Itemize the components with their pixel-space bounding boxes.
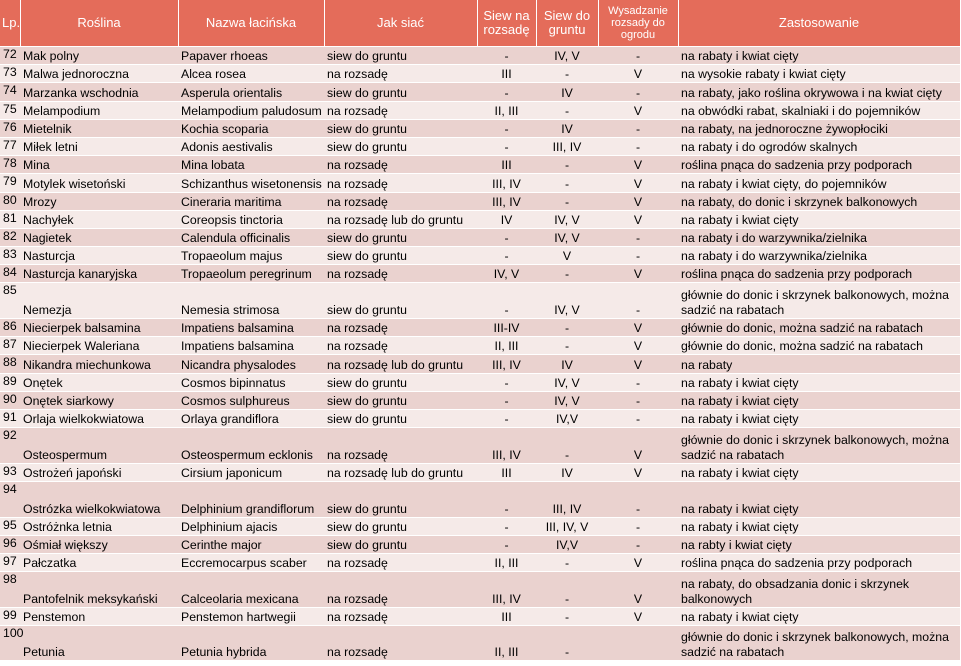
table-row — [0, 137, 960, 155]
cell-siew-na-rozsade: II, III — [477, 101, 536, 119]
cell-wysadzanie: - — [598, 409, 678, 427]
cell-zastosowanie: na rabty i kwiat cięty — [678, 535, 960, 553]
cell-siew-na-rozsade: - — [477, 283, 536, 319]
cell-wysadzanie: - — [598, 247, 678, 265]
cell-roslina: Penstemon — [20, 607, 178, 625]
cell-nazwa-lacinska: Penstemon hartwegii — [178, 607, 324, 625]
cell-roslina: Onętek siarkowy — [20, 391, 178, 409]
cell-wysadzanie: V — [598, 463, 678, 481]
cell-nazwa-lacinska: Cosmos sulphureus — [178, 391, 324, 409]
header-lp: Lp. — [0, 0, 20, 47]
cell-siew-do-gruntu: - — [536, 572, 598, 608]
cell-lp: 93 — [0, 463, 20, 481]
cell-siew-na-rozsade: III, IV — [477, 174, 536, 192]
cell-lp: 87 — [0, 337, 20, 355]
cell-roslina: Malwa jednoroczna — [20, 65, 178, 83]
cell-jak-siac: na rozsadę — [324, 337, 477, 355]
cell-jak-siac: na rozsadę — [324, 65, 477, 83]
cell-lp: 76 — [0, 119, 20, 137]
cell-siew-na-rozsade: III — [477, 65, 536, 83]
cell-siew-na-rozsade: III — [477, 607, 536, 625]
cell-wysadzanie: - — [598, 83, 678, 101]
table-row — [0, 355, 960, 373]
cell-siew-do-gruntu: IV,V — [536, 535, 598, 553]
cell-lp: 90 — [0, 391, 20, 409]
cell-siew-na-rozsade: III — [477, 463, 536, 481]
table-row — [0, 156, 960, 174]
cell-zastosowanie: głównie do donic i skrzynek balkonowych, można sadzić na rabatach — [678, 283, 960, 319]
table-row — [0, 101, 960, 119]
cell-jak-siac: siew do gruntu — [324, 47, 477, 65]
cell-jak-siac: siew do gruntu — [324, 373, 477, 391]
cell-wysadzanie: V — [598, 337, 678, 355]
cell-nazwa-lacinska: Eccremocarpus scaber — [178, 553, 324, 571]
cell-siew-do-gruntu: IV — [536, 355, 598, 373]
cell-siew-na-rozsade: - — [477, 517, 536, 535]
cell-lp: 92 — [0, 428, 20, 464]
cell-siew-na-rozsade: II, III — [477, 625, 536, 660]
cell-nazwa-lacinska: Cerinthe major — [178, 535, 324, 553]
cell-wysadzanie: V — [598, 607, 678, 625]
cell-roslina: Osteospermum — [20, 428, 178, 464]
cell-nazwa-lacinska: Calendula officinalis — [178, 228, 324, 246]
cell-zastosowanie: na rabaty i kwiat cięty — [678, 391, 960, 409]
cell-zastosowanie: na rabaty i kwiat cięty — [678, 47, 960, 65]
cell-wysadzanie: - — [598, 517, 678, 535]
cell-roslina: Pantofelnik meksykański — [20, 572, 178, 608]
cell-jak-siac: na rozsadę — [324, 553, 477, 571]
cell-siew-do-gruntu: IV,V — [536, 409, 598, 427]
cell-siew-do-gruntu: - — [536, 174, 598, 192]
cell-nazwa-lacinska: Mina lobata — [178, 156, 324, 174]
cell-lp: 98 — [0, 572, 20, 608]
cell-siew-do-gruntu: III, IV, V — [536, 517, 598, 535]
cell-nazwa-lacinska: Nicandra physalodes — [178, 355, 324, 373]
cell-jak-siac: na rozsadę — [324, 319, 477, 337]
cell-roslina: Onętek — [20, 373, 178, 391]
cell-zastosowanie: na rabaty i kwiat cięty — [678, 409, 960, 427]
table-row — [0, 47, 960, 65]
cell-siew-na-rozsade: - — [477, 391, 536, 409]
cell-jak-siac: na rozsadę — [324, 174, 477, 192]
cell-lp: 77 — [0, 137, 20, 155]
cell-siew-do-gruntu: III, IV — [536, 481, 598, 517]
table-row — [0, 319, 960, 337]
cell-siew-do-gruntu: - — [536, 156, 598, 174]
cell-siew-do-gruntu: IV — [536, 119, 598, 137]
cell-zastosowanie: na rabaty i kwiat cięty — [678, 210, 960, 228]
table-row — [0, 83, 960, 101]
cell-siew-do-gruntu: III, IV — [536, 137, 598, 155]
cell-nazwa-lacinska: Kochia scoparia — [178, 119, 324, 137]
cell-siew-na-rozsade: - — [477, 409, 536, 427]
table-row — [0, 119, 960, 137]
cell-wysadzanie: V — [598, 101, 678, 119]
header-row — [0, 0, 960, 47]
table-row — [0, 283, 960, 319]
table-row — [0, 192, 960, 210]
cell-siew-na-rozsade: II, III — [477, 337, 536, 355]
cell-lp: 97 — [0, 553, 20, 571]
cell-lp: 83 — [0, 247, 20, 265]
cell-lp: 85 — [0, 283, 20, 319]
cell-zastosowanie: głównie do donic, można sadzić na rabatach — [678, 319, 960, 337]
cell-roslina: Ostrózka wielkokwiatowa — [20, 481, 178, 517]
cell-wysadzanie: - — [598, 481, 678, 517]
cell-zastosowanie: na obwódki rabat, skalniaki i do pojemników — [678, 101, 960, 119]
table-row — [0, 409, 960, 427]
cell-siew-na-rozsade: - — [477, 228, 536, 246]
cell-roslina: Niecierpek balsamina — [20, 319, 178, 337]
cell-siew-na-rozsade: - — [477, 481, 536, 517]
cell-roslina: Motylek wisetoński — [20, 174, 178, 192]
cell-lp: 84 — [0, 265, 20, 283]
cell-jak-siac: na rozsadę — [324, 607, 477, 625]
header-siew-na-rozsade: Siew na rozsadę — [477, 0, 536, 47]
table-row — [0, 65, 960, 83]
cell-lp: 96 — [0, 535, 20, 553]
header-zastosowanie: Zastosowanie — [678, 0, 960, 47]
cell-jak-siac: na rozsadę — [324, 192, 477, 210]
cell-siew-na-rozsade: III, IV — [477, 572, 536, 608]
cell-roslina: Miłek letni — [20, 137, 178, 155]
cell-zastosowanie: na rabaty i do warzywnika/zielnika — [678, 228, 960, 246]
cell-zastosowanie: na rabaty — [678, 355, 960, 373]
cell-wysadzanie: V — [598, 174, 678, 192]
table-row — [0, 463, 960, 481]
cell-jak-siac: na rozsadę lub do gruntu — [324, 463, 477, 481]
cell-roslina: Mina — [20, 156, 178, 174]
cell-wysadzanie: - — [598, 137, 678, 155]
cell-siew-do-gruntu: IV, V — [536, 228, 598, 246]
cell-siew-do-gruntu: - — [536, 319, 598, 337]
cell-jak-siac: na rozsadę — [324, 265, 477, 283]
cell-jak-siac: siew do gruntu — [324, 517, 477, 535]
table-row — [0, 247, 960, 265]
table-row — [0, 391, 960, 409]
cell-nazwa-lacinska: Cineraria maritima — [178, 192, 324, 210]
cell-jak-siac: na rozsadę — [324, 156, 477, 174]
cell-zastosowanie: na rabaty, na jednoroczne żywopłociki — [678, 119, 960, 137]
cell-siew-do-gruntu: - — [536, 625, 598, 660]
cell-nazwa-lacinska: Osteospermum ecklonis — [178, 428, 324, 464]
table-row — [0, 210, 960, 228]
cell-nazwa-lacinska: Impatiens balsamina — [178, 319, 324, 337]
cell-zastosowanie: roślina pnąca do sadzenia przy podporach — [678, 553, 960, 571]
cell-siew-do-gruntu: - — [536, 553, 598, 571]
cell-jak-siac: siew do gruntu — [324, 247, 477, 265]
cell-siew-na-rozsade: - — [477, 119, 536, 137]
cell-nazwa-lacinska: Cirsium japonicum — [178, 463, 324, 481]
cell-nazwa-lacinska: Orlaya grandiflora — [178, 409, 324, 427]
cell-nazwa-lacinska: Impatiens balsamina — [178, 337, 324, 355]
cell-lp: 86 — [0, 319, 20, 337]
cell-zastosowanie: na rabaty i do ogrodów skalnych — [678, 137, 960, 155]
cell-siew-na-rozsade: III-IV — [477, 319, 536, 337]
cell-siew-do-gruntu: - — [536, 607, 598, 625]
cell-siew-na-rozsade: - — [477, 373, 536, 391]
cell-lp: 81 — [0, 210, 20, 228]
cell-siew-na-rozsade: - — [477, 83, 536, 101]
cell-lp: 89 — [0, 373, 20, 391]
cell-lp: 75 — [0, 101, 20, 119]
cell-roslina: Nagietek — [20, 228, 178, 246]
cell-siew-na-rozsade: - — [477, 535, 536, 553]
cell-siew-na-rozsade: II, III — [477, 553, 536, 571]
cell-lp: 72 — [0, 47, 20, 65]
cell-jak-siac: na rozsadę lub do gruntu — [324, 355, 477, 373]
cell-wysadzanie: - — [598, 119, 678, 137]
cell-jak-siac: na rozsadę — [324, 572, 477, 608]
cell-zastosowanie: na rabaty i kwiat cięty — [678, 481, 960, 517]
cell-roslina: Niecierpek Waleriana — [20, 337, 178, 355]
cell-wysadzanie: - — [598, 535, 678, 553]
cell-lp: 80 — [0, 192, 20, 210]
table-row — [0, 428, 960, 464]
cell-zastosowanie: głównie do donic, można sadzić na rabatach — [678, 337, 960, 355]
table-row — [0, 265, 960, 283]
cell-siew-na-rozsade: III — [477, 156, 536, 174]
cell-nazwa-lacinska: Tropaeolum majus — [178, 247, 324, 265]
cell-roslina: Nasturcja — [20, 247, 178, 265]
cell-wysadzanie: V — [598, 553, 678, 571]
cell-wysadzanie: - — [598, 373, 678, 391]
cell-zastosowanie: na rabaty, do obsadzania donic i skrzynek balkonowych — [678, 572, 960, 608]
cell-zastosowanie: na rabaty, jako roślina okrywowa i na kwiat cięty — [678, 83, 960, 101]
table-row — [0, 337, 960, 355]
cell-lp: 74 — [0, 83, 20, 101]
cell-nazwa-lacinska: Petunia hybrida — [178, 625, 324, 660]
cell-siew-do-gruntu: - — [536, 65, 598, 83]
header-roslina: Roślina — [20, 0, 178, 47]
cell-wysadzanie: V — [598, 572, 678, 608]
cell-siew-na-rozsade: IV, V — [477, 265, 536, 283]
cell-wysadzanie: V — [598, 210, 678, 228]
cell-siew-do-gruntu: IV, V — [536, 391, 598, 409]
table-row — [0, 174, 960, 192]
cell-siew-na-rozsade: IV — [477, 210, 536, 228]
cell-zastosowanie: na rabaty i do warzywnika/zielnika — [678, 247, 960, 265]
cell-zastosowanie: roślina pnąca do sadzenia przy podporach — [678, 156, 960, 174]
cell-jak-siac: na rozsadę — [324, 428, 477, 464]
cell-nazwa-lacinska: Calceolaria mexicana — [178, 572, 324, 608]
cell-nazwa-lacinska: Delphinium ajacis — [178, 517, 324, 535]
cell-wysadzanie: V — [598, 355, 678, 373]
cell-siew-do-gruntu: IV, V — [536, 373, 598, 391]
cell-zastosowanie: na rabaty i kwiat cięty — [678, 373, 960, 391]
cell-jak-siac: na rozsadę — [324, 101, 477, 119]
cell-roslina: Marzanka wschodnia — [20, 83, 178, 101]
cell-zastosowanie: na rabaty i kwiat cięty — [678, 517, 960, 535]
cell-siew-do-gruntu: - — [536, 337, 598, 355]
table-row — [0, 553, 960, 571]
cell-nazwa-lacinska: Tropaeolum peregrinum — [178, 265, 324, 283]
cell-siew-do-gruntu: - — [536, 265, 598, 283]
header-wysadzanie: Wysadzanie rozsady do ogrodu — [598, 0, 678, 47]
cell-wysadzanie: - — [598, 47, 678, 65]
cell-wysadzanie: V — [598, 192, 678, 210]
header-siew-do-gruntu: Siew do gruntu — [536, 0, 598, 47]
cell-roslina: Pałczatka — [20, 553, 178, 571]
cell-zastosowanie: na rabaty i kwiat cięty — [678, 607, 960, 625]
cell-roslina: Nachyłek — [20, 210, 178, 228]
cell-wysadzanie: V — [598, 428, 678, 464]
cell-siew-do-gruntu: IV, V — [536, 47, 598, 65]
cell-nazwa-lacinska: Asperula orientalis — [178, 83, 324, 101]
cell-jak-siac: siew do gruntu — [324, 409, 477, 427]
cell-jak-siac: siew do gruntu — [324, 391, 477, 409]
cell-zastosowanie: na rabaty, do donic i skrzynek balkonowych — [678, 192, 960, 210]
cell-nazwa-lacinska: Delphinium grandiflorum — [178, 481, 324, 517]
cell-lp: 95 — [0, 517, 20, 535]
cell-wysadzanie: V — [598, 65, 678, 83]
cell-lp: 94 — [0, 481, 20, 517]
table-row — [0, 481, 960, 517]
cell-zastosowanie: głównie do donic i skrzynek balkonowych, można sadzić na rabatach — [678, 428, 960, 464]
cell-wysadzanie: - — [598, 391, 678, 409]
cell-jak-siac: na rozsadę — [324, 625, 477, 660]
cell-wysadzanie: V — [598, 156, 678, 174]
table-row — [0, 535, 960, 553]
cell-nazwa-lacinska: Papaver rhoeas — [178, 47, 324, 65]
cell-zastosowanie: na wysokie rabaty i kwiat cięty — [678, 65, 960, 83]
cell-lp: 78 — [0, 156, 20, 174]
cell-nazwa-lacinska: Schizanthus wisetonensis — [178, 174, 324, 192]
cell-roslina: Melampodium — [20, 101, 178, 119]
cell-zastosowanie: głównie do donic i skrzynek balkonowych, można sadzić na rabatach — [678, 625, 960, 660]
cell-roslina: Mrozy — [20, 192, 178, 210]
cell-zastosowanie: na rabaty i kwiat cięty, do pojemników — [678, 174, 960, 192]
cell-zastosowanie: na rabaty i kwiat cięty — [678, 463, 960, 481]
cell-wysadzanie: V — [598, 319, 678, 337]
cell-lp: 73 — [0, 65, 20, 83]
cell-jak-siac: siew do gruntu — [324, 83, 477, 101]
cell-siew-na-rozsade: - — [477, 137, 536, 155]
header-nazwa-lacinska: Nazwa łacińska — [178, 0, 324, 47]
cell-roslina: Nasturcja kanaryjska — [20, 265, 178, 283]
cell-wysadzanie — [598, 625, 678, 660]
cell-lp: 91 — [0, 409, 20, 427]
cell-siew-do-gruntu: - — [536, 428, 598, 464]
table-row — [0, 373, 960, 391]
cell-roslina: Ostrożeń japoński — [20, 463, 178, 481]
cell-nazwa-lacinska: Nemesia strimosa — [178, 283, 324, 319]
cell-wysadzanie: V — [598, 265, 678, 283]
cell-roslina: Nemezja — [20, 283, 178, 319]
cell-siew-do-gruntu: IV, V — [536, 210, 598, 228]
cell-siew-na-rozsade: III, IV — [477, 192, 536, 210]
cell-siew-do-gruntu: V — [536, 247, 598, 265]
cell-siew-na-rozsade: III, IV — [477, 428, 536, 464]
cell-roslina: Nikandra miechunkowa — [20, 355, 178, 373]
cell-siew-na-rozsade: - — [477, 247, 536, 265]
cell-jak-siac: siew do gruntu — [324, 137, 477, 155]
cell-siew-do-gruntu: IV — [536, 83, 598, 101]
cell-nazwa-lacinska: Alcea rosea — [178, 65, 324, 83]
cell-jak-siac: na rozsadę lub do gruntu — [324, 210, 477, 228]
cell-roslina: Petunia — [20, 625, 178, 660]
cell-roslina: Mak polny — [20, 47, 178, 65]
cell-lp: 99 — [0, 607, 20, 625]
cell-nazwa-lacinska: Cosmos bipinnatus — [178, 373, 324, 391]
cell-siew-do-gruntu: - — [536, 192, 598, 210]
cell-nazwa-lacinska: Melampodium paludosum — [178, 101, 324, 119]
cell-lp: 88 — [0, 355, 20, 373]
cell-lp: 82 — [0, 228, 20, 246]
table-row — [0, 517, 960, 535]
cell-roslina: Ostróżnka letnia — [20, 517, 178, 535]
cell-wysadzanie: - — [598, 228, 678, 246]
cell-jak-siac: siew do gruntu — [324, 535, 477, 553]
cell-jak-siac: siew do gruntu — [324, 481, 477, 517]
table-row — [0, 625, 960, 660]
table-row — [0, 607, 960, 625]
cell-lp: 79 — [0, 174, 20, 192]
table-row — [0, 572, 960, 608]
cell-roslina: Orlaja wielkokwiatowa — [20, 409, 178, 427]
cell-siew-do-gruntu: - — [536, 101, 598, 119]
cell-nazwa-lacinska: Adonis aestivalis — [178, 137, 324, 155]
cell-roslina: Mietelnik — [20, 119, 178, 137]
cell-jak-siac: siew do gruntu — [324, 228, 477, 246]
cell-siew-do-gruntu: IV, V — [536, 283, 598, 319]
cell-zastosowanie: roślina pnąca do sadzenia przy podporach — [678, 265, 960, 283]
cell-jak-siac: siew do gruntu — [324, 119, 477, 137]
cell-jak-siac: siew do gruntu — [324, 283, 477, 319]
header-jak-siac: Jak siać — [324, 0, 477, 47]
cell-siew-na-rozsade: - — [477, 47, 536, 65]
cell-siew-do-gruntu: IV — [536, 463, 598, 481]
cell-siew-na-rozsade: III, IV — [477, 355, 536, 373]
cell-nazwa-lacinska: Coreopsis tinctoria — [178, 210, 324, 228]
cell-lp: 100 — [0, 625, 20, 660]
table-row — [0, 228, 960, 246]
cell-roslina: Ośmiał większy — [20, 535, 178, 553]
cell-wysadzanie: - — [598, 283, 678, 319]
